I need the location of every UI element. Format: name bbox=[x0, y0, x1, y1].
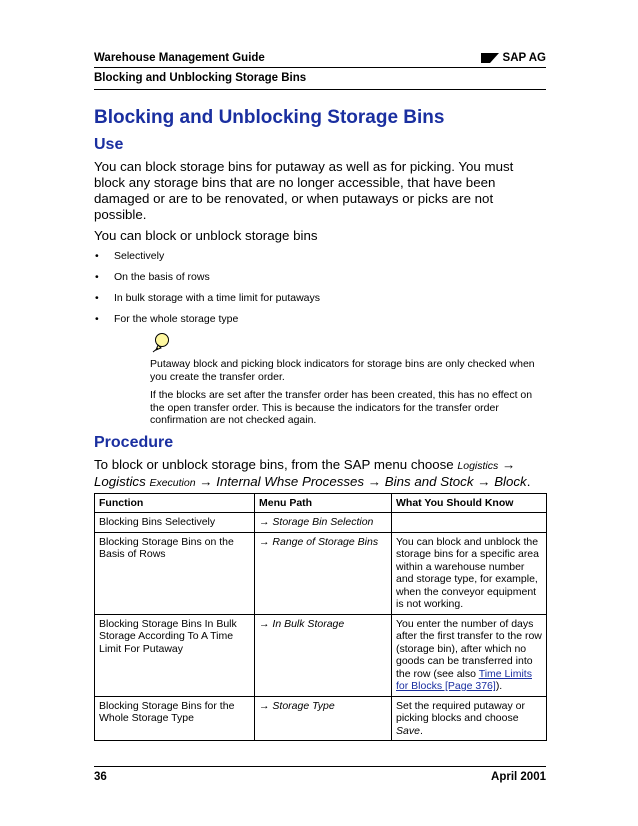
table-row bbox=[95, 532, 547, 614]
company-label bbox=[481, 52, 546, 64]
function-cell: Blocking Storage Bins on the Basis of Rows bbox=[95, 532, 255, 614]
header-rule bbox=[94, 67, 546, 68]
list-item: • On the basis of rows bbox=[95, 271, 210, 283]
procedure-table bbox=[94, 493, 547, 742]
header-rule-2 bbox=[94, 89, 546, 90]
main-content bbox=[94, 107, 546, 741]
bullet-icon: • bbox=[95, 271, 99, 283]
block-options-list bbox=[94, 250, 546, 326]
table-row bbox=[95, 513, 547, 533]
page-title: Blocking and Unblocking Storage Bins bbox=[94, 107, 445, 128]
guide-title: Warehouse Management Guide bbox=[94, 52, 265, 64]
note-text-1: Putaway block and picking block indicators for storage bins are only checked when you create the transfer order. bbox=[150, 358, 535, 383]
company-name: SAP AG bbox=[502, 52, 546, 64]
menu-path-cell: → Storage Type bbox=[255, 696, 392, 741]
function-cell: Blocking Storage Bins for the Whole Storage Type bbox=[95, 696, 255, 741]
procedure-heading: Procedure bbox=[94, 433, 174, 451]
col-menu-path-header: Menu Path bbox=[255, 493, 392, 513]
lightbulb-icon bbox=[150, 332, 172, 354]
section-header: Blocking and Unblocking Storage Bins bbox=[94, 72, 307, 84]
know-cell: You enter the number of days after the first transfer to the row (storage bin), after which no goods can be transferred into the row (see also Time Limits for Blocks [Page 376]). bbox=[392, 614, 547, 696]
table-row bbox=[95, 614, 547, 696]
col-function-header: Function bbox=[95, 493, 255, 513]
use-paragraph: You can block storage bins for putaway as well as for picking. You must block any storage bins that are no longer accessible, that have been damaged or are to be renovated, or when putaways or picks are not possible. bbox=[94, 159, 514, 222]
page-number: 36 bbox=[94, 771, 107, 783]
procedure-paragraph: To block or unblock storage bins, from the SAP menu choose Logistics → Logistics Execution → Internal Whse Processes → Bins and Stock → Block. bbox=[94, 456, 531, 489]
list-item: • Selectively bbox=[95, 250, 165, 262]
bullet-icon: • bbox=[95, 250, 99, 262]
list-item: • In bulk storage with a time limit for putaways bbox=[95, 292, 321, 304]
know-cell: Set the required putaway or picking blocks and choose Save. bbox=[392, 696, 547, 741]
know-cell: You can block and unblock the storage bins for a specific area within a warehouse number and storage type, for example, when the conveyor equipment is not working. bbox=[392, 532, 547, 614]
menu-path-cell: → In Bulk Storage bbox=[255, 614, 392, 696]
footer-date: April 2001 bbox=[491, 771, 546, 783]
use-heading: Use bbox=[94, 136, 124, 153]
note-box bbox=[150, 332, 546, 427]
col-know-header: What You Should Know bbox=[392, 493, 547, 513]
sap-logo-icon bbox=[481, 53, 499, 63]
page-header bbox=[94, 52, 546, 68]
use-paragraph-2: You can block or unblock storage bins bbox=[94, 228, 318, 243]
table-header-row bbox=[95, 493, 547, 513]
function-cell: Blocking Storage Bins In Bulk Storage According To A Time Limit For Putaway bbox=[95, 614, 255, 696]
bullet-icon: • bbox=[95, 313, 99, 325]
menu-path-cell: → Storage Bin Selection bbox=[255, 513, 392, 533]
time-limits-link[interactable]: Time Limits for Blocks [Page 376] bbox=[396, 667, 532, 692]
know-cell bbox=[392, 513, 547, 533]
table-row bbox=[95, 696, 547, 741]
menu-path-cell: → Range of Storage Bins bbox=[255, 532, 392, 614]
bullet-icon: • bbox=[95, 292, 99, 304]
function-cell: Blocking Bins Selectively bbox=[95, 513, 255, 533]
note-text-2: If the blocks are set after the transfer order has been created, this has no effect on the open transfer order. This is because the indicators for the transfer order confirmation are not checked again. bbox=[150, 389, 533, 426]
list-item: • For the whole storage type bbox=[95, 313, 239, 325]
footer-rule bbox=[94, 766, 546, 767]
